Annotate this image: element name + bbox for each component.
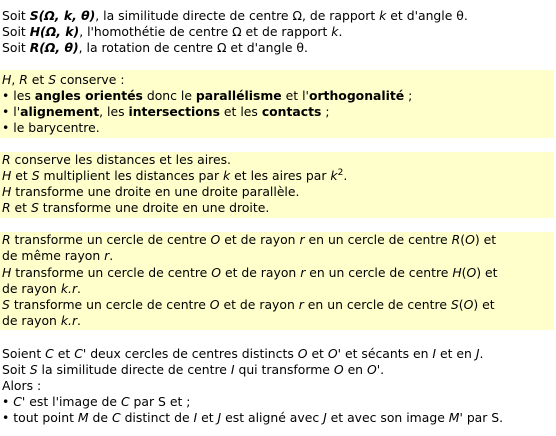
- rotation-cercle: R transforme un cercle de centre O et de rayon r en un cercle de centre R(O) et: [2, 232, 497, 247]
- alors-heading: Alors :: [2, 378, 42, 393]
- bullet-image-c: • C' est l'image de C par S et ;: [2, 394, 191, 409]
- cercles-secants: Soient C et C' deux cercles de centres distincts O et O' et sécants en I et en J.: [2, 346, 484, 361]
- similitude-centre-i: Soit S la similitude directe de centre I qui transforme O en O'.: [2, 362, 385, 377]
- bullet-alignement-point: • tout point M de C distinct de I et J est aligné avec J et avec son image M' par S.: [2, 410, 504, 425]
- conserve-heading: H, R et S conserve :: [2, 72, 125, 87]
- multiplication-distances: H et S multiplient les distances par k et les aires par $k^2$.: [2, 168, 348, 183]
- properties-conserved-block: [0, 70, 554, 138]
- homothetie-droite: H transforme une droite en une droite parallèle.: [2, 184, 300, 199]
- rotation-similitude-droite: R et S transforme une droite en une droite.: [2, 200, 270, 215]
- bullet-angles: • les angles orientés donc le parallélisme et l'orthogonalité ;: [2, 88, 413, 103]
- definition-rotation: Soit R(Ω, θ), la rotation de centre Ω et d'angle θ.: [2, 40, 308, 55]
- definition-similitude: Soit S(Ω, k, θ), la similitude directe de centre Ω, de rapport k et d'angle θ.: [2, 8, 468, 23]
- similitude-cercle: S transforme un cercle de centre O et de rayon r en un cercle de centre S(O) et: [2, 297, 495, 312]
- rotation-distances: R conserve les distances et les aires.: [2, 152, 231, 167]
- distances-block: [0, 152, 554, 218]
- rotation-cercle-cont: de même rayon r.: [2, 248, 114, 263]
- cercles-block: [0, 232, 554, 330]
- bullet-alignement: • l'alignement, les intersections et les contacts ;: [2, 104, 330, 119]
- homothetie-cercle: H transforme un cercle de centre O et de rayon r en un cercle de centre H(O) et: [2, 265, 498, 280]
- definition-homothetie: Soit H(Ω, k), l'homothétie de centre Ω et de rapport k.: [2, 24, 343, 39]
- similitude-cercle-cont: de rayon k.r.: [2, 313, 81, 328]
- bullet-barycentre: • le barycentre.: [2, 120, 100, 135]
- homothetie-cercle-cont: de rayon k.r.: [2, 281, 81, 296]
